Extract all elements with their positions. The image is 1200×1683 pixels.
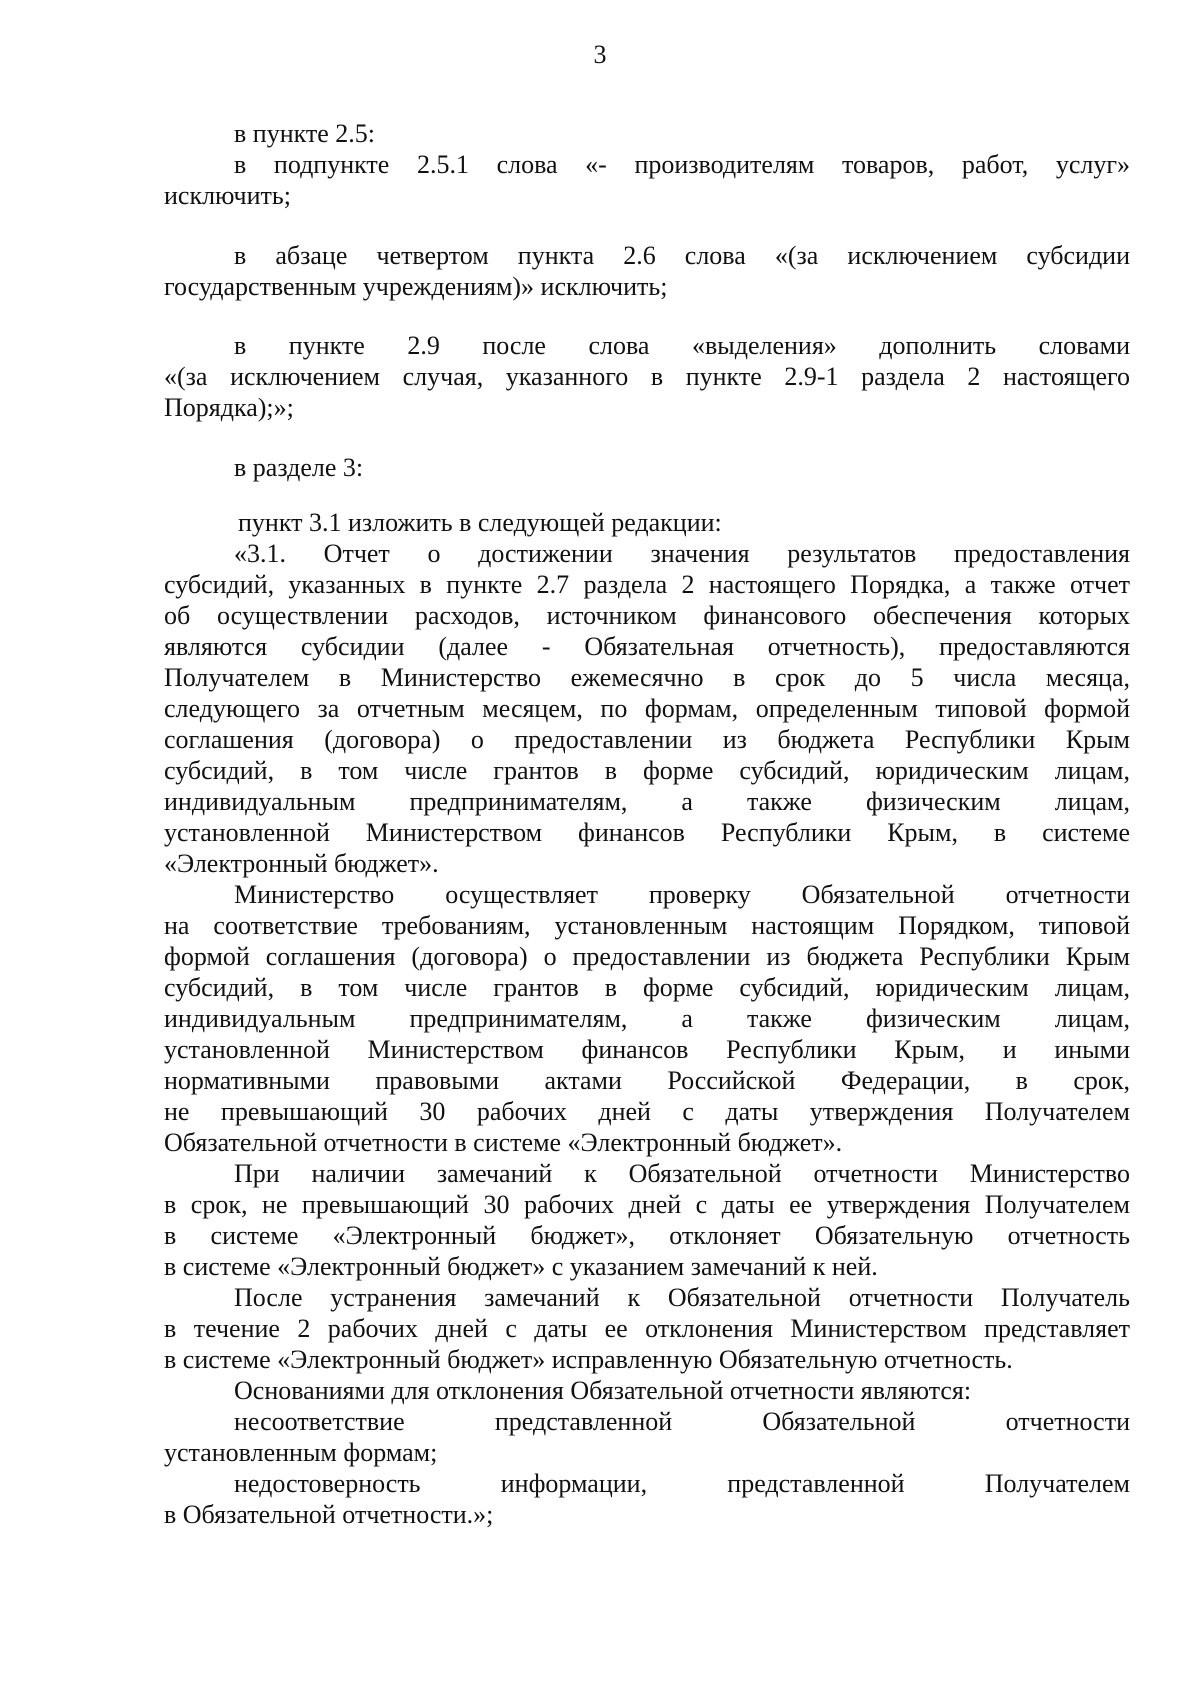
text-line: следующего за отчетным месяцем, по формам, определенным типовой формой — [164, 694, 1130, 723]
text-line: не превышающий 30 рабочих дней с даты утверждения Получателем — [164, 1097, 1130, 1126]
text-line: Порядка);»; — [164, 393, 294, 422]
text-line: формой соглашения (договора) о предоставлении из бюджета Республики Крым — [164, 942, 1130, 971]
text-line: «3.1. Отчет о достижении значения результатов предоставления — [234, 539, 1130, 568]
text-line: в срок, не превышающий 30 рабочих дней с даты ее утверждения Получателем — [164, 1190, 1130, 1219]
page-number: 3 — [593, 40, 607, 69]
text-line: в пункте 2.9 после слова «выделения» дополнить словами — [234, 331, 1130, 360]
text-line: в абзаце четвертом пункта 2.6 слова «(за исключением субсидии — [234, 241, 1130, 270]
paragraph-subitem-2-5-1 — [164, 149, 1130, 211]
paragraph-item-3-1-text — [164, 538, 1130, 879]
text-line: исключить; — [164, 181, 291, 210]
paragraph-item-2-9 — [164, 330, 1130, 423]
paragraph-section-3 — [164, 452, 1130, 483]
text-line: в подпункте 2.5.1 слова «- производителям товаров, работ, услуг» — [234, 150, 1130, 179]
text-line: установленной Министерством финансов Республики Крым, в системе — [164, 818, 1130, 847]
paragraph-ground-mismatch — [164, 1406, 1130, 1468]
text-line: субсидий, указанных в пункте 2.7 раздела 2 настоящего Порядка, а также отчет — [164, 570, 1130, 599]
text-line: в разделе 3: — [234, 453, 364, 482]
text-line: в системе «Электронный бюджет», отклоняет Обязательную отчетность — [164, 1221, 1130, 1250]
text-line: субсидий, в том числе грантов в форме субсидий, юридическим лицам, — [164, 756, 1130, 785]
text-line: «(за исключением случая, указанного в пункте 2.9-1 раздела 2 настоящего — [164, 362, 1130, 391]
text-line: «Электронный бюджет». — [164, 849, 439, 878]
text-line: Получателем в Министерство ежемесячно в срок до 5 числа месяца, — [164, 663, 1130, 692]
paragraph-ministry-check — [164, 879, 1130, 1158]
text-line: После устранения замечаний к Обязательной отчетности Получатель — [234, 1283, 1130, 1312]
text-line: Основаниями для отклонения Обязательной отчетности являются: — [234, 1376, 972, 1405]
text-line: в системе «Электронный бюджет» с указанием замечаний к ней. — [164, 1252, 878, 1281]
text-line: в Обязательной отчетности.»; — [164, 1500, 494, 1529]
paragraph-item-3-1-intro — [164, 507, 1130, 538]
text-line: соглашения (договора) о предоставлении из бюджета Республики Крым — [164, 725, 1130, 754]
text-line: на соответствие требованиям, установленным настоящим Порядком, типовой — [164, 911, 1130, 940]
paragraph-grounds — [164, 1375, 1130, 1406]
text-line: Министерство осуществляет проверку Обязательной отчетности — [234, 880, 1130, 909]
text-line: индивидуальным предпринимателям, а также физическим лицам, — [164, 1004, 1130, 1033]
paragraph-item-2-6 — [164, 240, 1130, 302]
text-line: Обязательной отчетности в системе «Электронный бюджет». — [164, 1128, 843, 1157]
text-line: установленной Министерством финансов Республики Крым, и иными — [164, 1035, 1130, 1064]
paragraph-correction — [164, 1282, 1130, 1375]
text-line: в течение 2 рабочих дней с даты ее отклонения Министерством представляет — [164, 1314, 1130, 1343]
text-line: об осуществлении расходов, источником финансового обеспечения которых — [164, 601, 1130, 630]
text-line: являются субсидии (далее - Обязательная отчетность), предоставляются — [164, 632, 1130, 661]
text-line: в системе «Электронный бюджет» исправленную Обязательную отчетность. — [164, 1345, 1013, 1374]
text-line: установленным формам; — [164, 1438, 438, 1467]
paragraph-remarks — [164, 1158, 1130, 1282]
text-line: государственным учреждениям)» исключить; — [164, 272, 668, 301]
text-line: недостоверность информации, представленной Получателем — [234, 1469, 1130, 1498]
paragraph-ground-unreliable — [164, 1468, 1130, 1530]
text-line: субсидий, в том числе грантов в форме субсидий, юридическим лицам, — [164, 973, 1130, 1002]
text-line: нормативными правовыми актами Российской Федерации, в срок, — [164, 1066, 1130, 1095]
paragraph-section-2-5 — [164, 118, 1130, 149]
text-line: в пункте 2.5: — [234, 119, 376, 148]
text-line: При наличии замечаний к Обязательной отчетности Министерство — [234, 1159, 1130, 1188]
text-line: пункт 3.1 изложить в следующей редакции: — [238, 508, 722, 537]
text-line: индивидуальным предпринимателям, а также физическим лицам, — [164, 787, 1130, 816]
text-line: несоответствие представленной Обязательной отчетности — [234, 1407, 1130, 1436]
